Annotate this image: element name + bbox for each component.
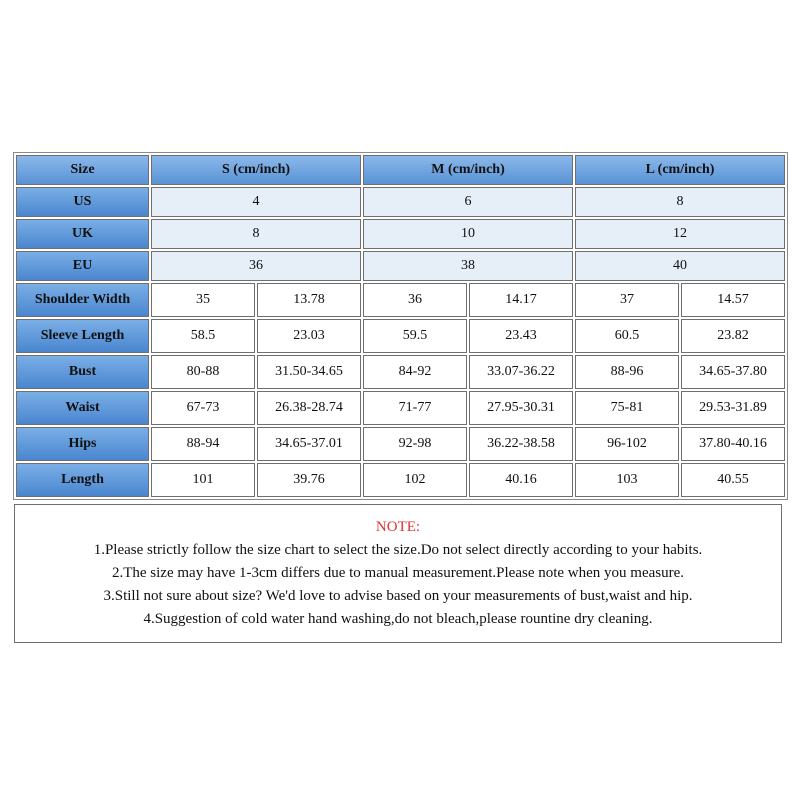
note-line-3: 3.Still not sure about size? We'd love to advise based on your measurements of bust,waist and hip. [103,588,693,604]
measurement-row-hips [16,427,785,461]
l-cm-value: 75-81 [575,391,679,425]
m-inch-value: 23.43 [469,319,573,353]
s-inch-value: 31.50-34.65 [257,355,361,389]
row-label: EU [16,251,149,281]
eu-l-value: 40 [575,251,785,281]
row-label: Length [16,463,149,497]
conversion-row-us [16,187,785,217]
uk-l-value: 12 [575,219,785,249]
m-cm-value: 92-98 [363,427,467,461]
us-m-value: 6 [363,187,573,217]
l-inch-value: 23.82 [681,319,785,353]
row-label: Bust [16,355,149,389]
m-inch-value: 14.17 [469,283,573,317]
l-cm-value: 96-102 [575,427,679,461]
measurement-row-bust [16,355,785,389]
measurement-row-length [16,463,785,497]
l-inch-value: 37.80-40.16 [681,427,785,461]
row-label: Sleeve Length [16,319,149,353]
l-cm-value: 60.5 [575,319,679,353]
m-cm-value: 84-92 [363,355,467,389]
uk-m-value: 10 [363,219,573,249]
m-inch-value: 36.22-38.58 [469,427,573,461]
row-label: Shoulder Width [16,283,149,317]
s-inch-value: 34.65-37.01 [257,427,361,461]
l-inch-value: 29.53-31.89 [681,391,785,425]
note-line-2: 2.The size may have 1-3cm differs due to manual measurement.Please note when you measure. [111,565,685,581]
m-inch-value: 33.07-36.22 [469,355,573,389]
header-size-s: S (cm/inch) [151,155,361,185]
note-line-1: 1.Please strictly follow the size chart to select the size.Do not select directly according to your habits. [93,542,703,558]
size-chart-table [14,153,787,499]
header-size: Size [16,155,149,185]
us-s-value: 4 [151,187,361,217]
m-cm-value: 36 [363,283,467,317]
row-label: Hips [16,427,149,461]
s-inch-value: 26.38-28.74 [257,391,361,425]
row-label: US [16,187,149,217]
uk-s-value: 8 [151,219,361,249]
row-label: UK [16,219,149,249]
conversion-row-uk [16,219,785,249]
s-cm-value: 58.5 [151,319,255,353]
s-inch-value: 39.76 [257,463,361,497]
s-inch-value: 23.03 [257,319,361,353]
s-cm-value: 35 [151,283,255,317]
m-cm-value: 59.5 [363,319,467,353]
s-cm-value: 80-88 [151,355,255,389]
header-size-m: M (cm/inch) [363,155,573,185]
m-inch-value: 27.95-30.31 [469,391,573,425]
conversion-row-eu [16,251,785,281]
m-inch-value: 40.16 [469,463,573,497]
s-cm-value: 88-94 [151,427,255,461]
eu-m-value: 38 [363,251,573,281]
measurement-row-waist [16,391,785,425]
notes-box [14,504,782,643]
l-cm-value: 103 [575,463,679,497]
l-inch-value: 40.55 [681,463,785,497]
note-title: NOTE: [375,519,421,535]
m-cm-value: 102 [363,463,467,497]
s-inch-value: 13.78 [257,283,361,317]
row-label: Waist [16,391,149,425]
header-row [16,155,785,185]
measurement-row-sleeve-length [16,319,785,353]
m-cm-value: 71-77 [363,391,467,425]
measurement-row-shoulder-width [16,283,785,317]
us-l-value: 8 [575,187,785,217]
s-cm-value: 101 [151,463,255,497]
s-cm-value: 67-73 [151,391,255,425]
l-cm-value: 37 [575,283,679,317]
header-size-l: L (cm/inch) [575,155,785,185]
l-inch-value: 14.57 [681,283,785,317]
l-inch-value: 34.65-37.80 [681,355,785,389]
eu-s-value: 36 [151,251,361,281]
note-line-4: 4.Suggestion of cold water hand washing,do not bleach,please rountine dry cleaning. [143,611,653,627]
l-cm-value: 88-96 [575,355,679,389]
